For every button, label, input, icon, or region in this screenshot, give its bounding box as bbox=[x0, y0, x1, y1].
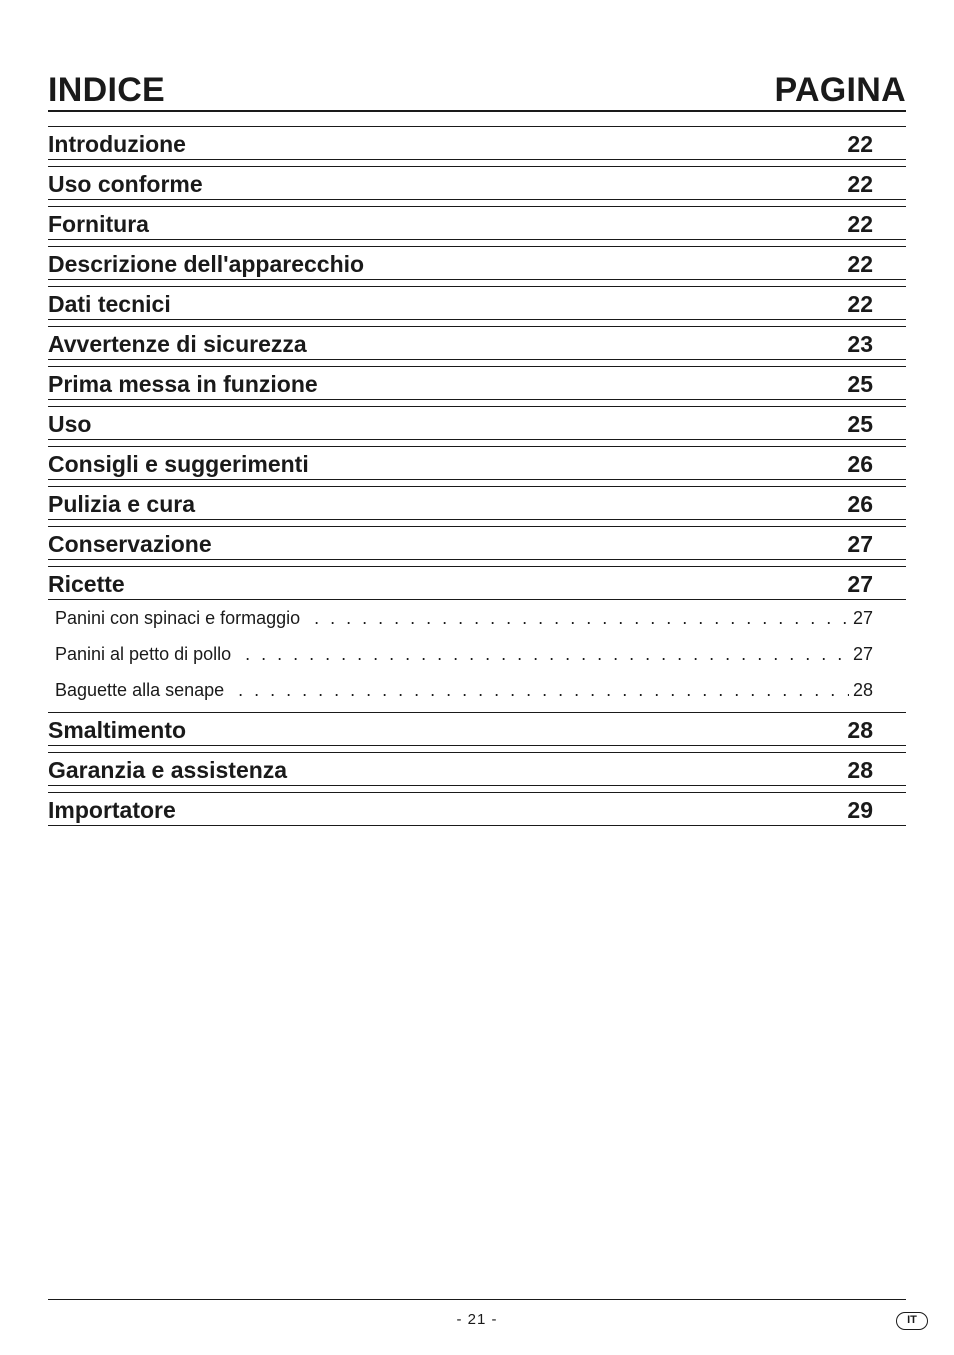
toc-entry-pulizia[interactable] bbox=[48, 486, 906, 520]
toc-entry-page: 27 bbox=[847, 571, 873, 597]
toc-entry-page: 29 bbox=[847, 797, 873, 823]
toc-subentry-page: 27 bbox=[852, 608, 873, 628]
toc-entry-page: 28 bbox=[847, 717, 873, 743]
toc-subentry-panini-spinaci[interactable] bbox=[55, 600, 873, 636]
toc-entry-title: Importatore bbox=[48, 797, 176, 823]
toc-entry-title: Smaltimento bbox=[48, 717, 187, 743]
toc-header bbox=[48, 66, 906, 112]
toc-entry-title: Prima messa in funzione bbox=[48, 371, 318, 397]
toc-entry-page: 22 bbox=[847, 131, 873, 157]
toc-entry-page: 25 bbox=[847, 371, 873, 397]
toc-entry-page: 22 bbox=[847, 291, 873, 317]
toc-entry-title: Pulizia e cura bbox=[48, 491, 196, 517]
dot-leader bbox=[314, 607, 849, 629]
page-column-heading: PAGINA bbox=[774, 71, 906, 109]
toc-entry-consigli[interactable] bbox=[48, 446, 906, 480]
toc-entry-page: 27 bbox=[847, 531, 873, 557]
toc-entry-page: 22 bbox=[847, 171, 873, 197]
toc-entry-title: Avvertenze di sicurezza bbox=[48, 331, 307, 357]
toc-entry-prima-messa[interactable] bbox=[48, 366, 906, 400]
toc-entry-title: Ricette bbox=[48, 571, 125, 597]
toc-entry-avvertenze[interactable] bbox=[48, 326, 906, 360]
language-badge: IT bbox=[896, 1312, 928, 1330]
toc-subentry-baguette[interactable] bbox=[55, 672, 873, 708]
toc-subentry-title: Panini con spinaci e formaggio bbox=[55, 608, 301, 628]
toc-entry-page: 28 bbox=[847, 757, 873, 783]
toc-entry-fornitura[interactable] bbox=[48, 206, 906, 240]
toc-entry-introduzione[interactable] bbox=[48, 126, 906, 160]
toc-entry-title: Consigli e suggerimenti bbox=[48, 451, 309, 477]
ricette-subentries bbox=[48, 600, 906, 708]
toc-entry-title: Descrizione dell'apparecchio bbox=[48, 251, 365, 277]
toc-subentry-page: 28 bbox=[852, 680, 873, 700]
table-of-contents bbox=[48, 126, 906, 832]
toc-entry-title: Fornitura bbox=[48, 211, 149, 237]
dot-leader bbox=[238, 679, 849, 701]
toc-entry-garanzia[interactable] bbox=[48, 752, 906, 786]
dot-leader bbox=[245, 643, 849, 665]
toc-entry-title: Uso bbox=[48, 411, 92, 437]
toc-entry-smaltimento[interactable] bbox=[48, 712, 906, 746]
toc-entry-title: Conservazione bbox=[48, 531, 212, 557]
toc-entry-page: 26 bbox=[847, 491, 873, 517]
footer-divider bbox=[48, 1299, 906, 1300]
toc-subentry-title: Panini al petto di pollo bbox=[55, 644, 232, 664]
toc-subentry-title: Baguette alla senape bbox=[55, 680, 225, 700]
toc-entry-uso-conforme[interactable] bbox=[48, 166, 906, 200]
toc-entry-title: Introduzione bbox=[48, 131, 186, 157]
toc-entry-page: 22 bbox=[847, 251, 873, 277]
toc-entry-page: 23 bbox=[847, 331, 873, 357]
index-heading: INDICE bbox=[48, 71, 166, 109]
toc-entry-uso[interactable] bbox=[48, 406, 906, 440]
toc-entry-dati-tecnici[interactable] bbox=[48, 286, 906, 320]
page-number: - 21 - bbox=[456, 1311, 498, 1328]
toc-entry-importatore[interactable] bbox=[48, 792, 906, 826]
toc-entry-page: 26 bbox=[847, 451, 873, 477]
toc-entry-title: Garanzia e assistenza bbox=[48, 757, 288, 783]
toc-entry-page: 22 bbox=[847, 211, 873, 237]
toc-entry-title: Uso conforme bbox=[48, 171, 203, 197]
toc-subentry-page: 27 bbox=[852, 644, 873, 664]
toc-subentry-panini-pollo[interactable] bbox=[55, 636, 873, 672]
toc-entry-descrizione[interactable] bbox=[48, 246, 906, 280]
toc-entry-conservazione[interactable] bbox=[48, 526, 906, 560]
toc-entry-page: 25 bbox=[847, 411, 873, 437]
toc-entry-ricette[interactable] bbox=[48, 566, 906, 600]
toc-entry-title: Dati tecnici bbox=[48, 291, 171, 317]
